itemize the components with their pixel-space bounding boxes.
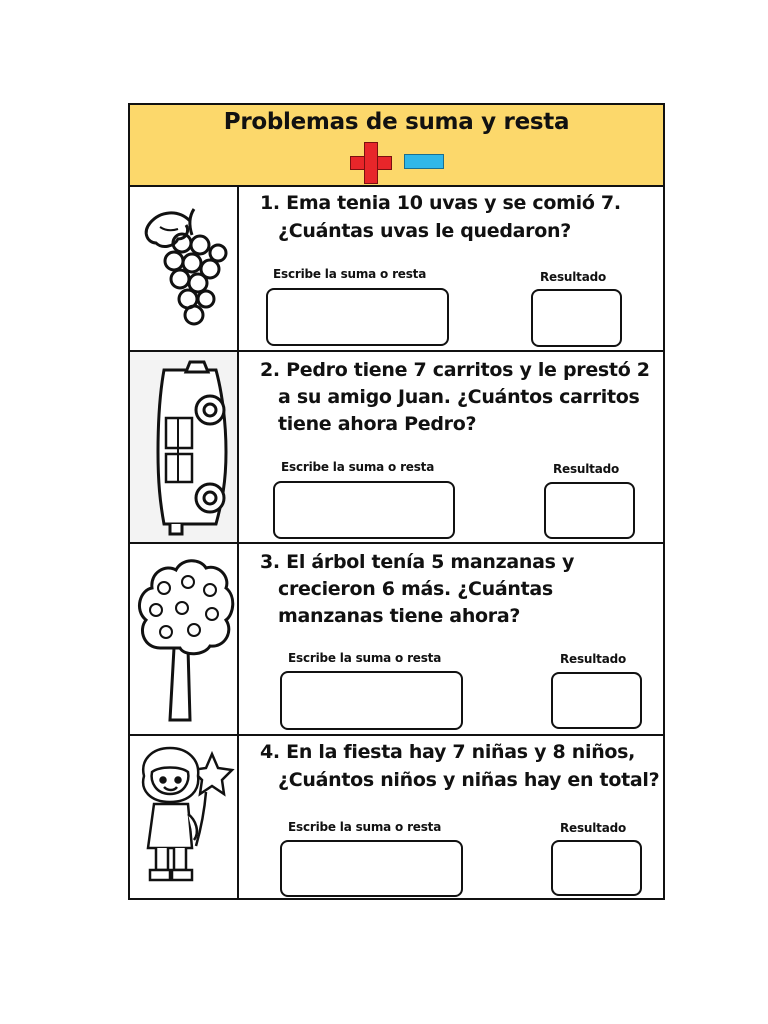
problem-3-result-box[interactable] (551, 672, 642, 729)
problem-row-3 (130, 544, 663, 736)
problem-2-line-3: tiene ahora Pedro? (278, 413, 477, 435)
problem-4-result-box[interactable] (551, 840, 642, 896)
problem-1-line-2: ¿Cuántas uvas le quedaron? (278, 220, 571, 242)
problem-2-write-label: Escribe la suma o resta (281, 460, 435, 474)
grapes-icon (130, 187, 237, 350)
worksheet-title: Problemas de suma y resta (223, 109, 570, 135)
problem-4-result-label: Resultado (560, 821, 627, 835)
worksheet-header (130, 105, 663, 187)
problem-3-write-label: Escribe la suma o resta (288, 651, 442, 665)
problem-2-result-box[interactable] (544, 482, 635, 539)
problem-3-operation-box[interactable] (280, 671, 463, 730)
problem-2-result-label: Resultado (553, 462, 620, 476)
problem-3-image-cell (130, 544, 239, 734)
problem-4-line-2: ¿Cuántos niños y niñas hay en total? (278, 769, 660, 791)
problem-4-image-cell (130, 736, 239, 898)
minus-icon (404, 154, 444, 169)
problem-row-1 (130, 187, 663, 352)
problem-1-image-cell (130, 187, 239, 350)
problem-3-result-label: Resultado (560, 652, 627, 666)
problem-4-write-label: Escribe la suma o resta (288, 820, 442, 834)
problem-3-line-1: 3. El árbol tenía 5 manzanas y (260, 551, 575, 573)
problem-2-line-1: 2. Pedro tiene 7 carritos y le prestó 2 (260, 359, 650, 381)
problem-3-line-3: manzanas tiene ahora? (278, 605, 521, 627)
plus-icon (350, 142, 392, 184)
problem-1-result-label: Resultado (540, 270, 607, 284)
problem-1-write-label: Escribe la suma o resta (273, 267, 427, 281)
problem-1-operation-box[interactable] (266, 288, 449, 346)
car-icon (130, 352, 237, 542)
problem-1-result-box[interactable] (531, 289, 622, 347)
problem-2-image-cell (130, 352, 239, 542)
problem-1-line-1: 1. Ema tenia 10 uvas y se comió 7. (260, 192, 621, 214)
problem-4-operation-box[interactable] (280, 840, 463, 897)
problem-4-line-1: 4. En la fiesta hay 7 niñas y 8 niños, (260, 741, 636, 763)
problem-3-line-2: crecieron 6 más. ¿Cuántas (278, 578, 553, 600)
problem-row-2 (130, 352, 663, 544)
problem-2-operation-box[interactable] (273, 481, 455, 539)
girl-with-balloon-icon (130, 736, 237, 896)
problem-2-line-2: a su amigo Juan. ¿Cuántos carritos (278, 386, 640, 408)
problem-row-4 (130, 736, 663, 898)
apple-tree-icon (130, 544, 237, 734)
worksheet (128, 103, 665, 900)
